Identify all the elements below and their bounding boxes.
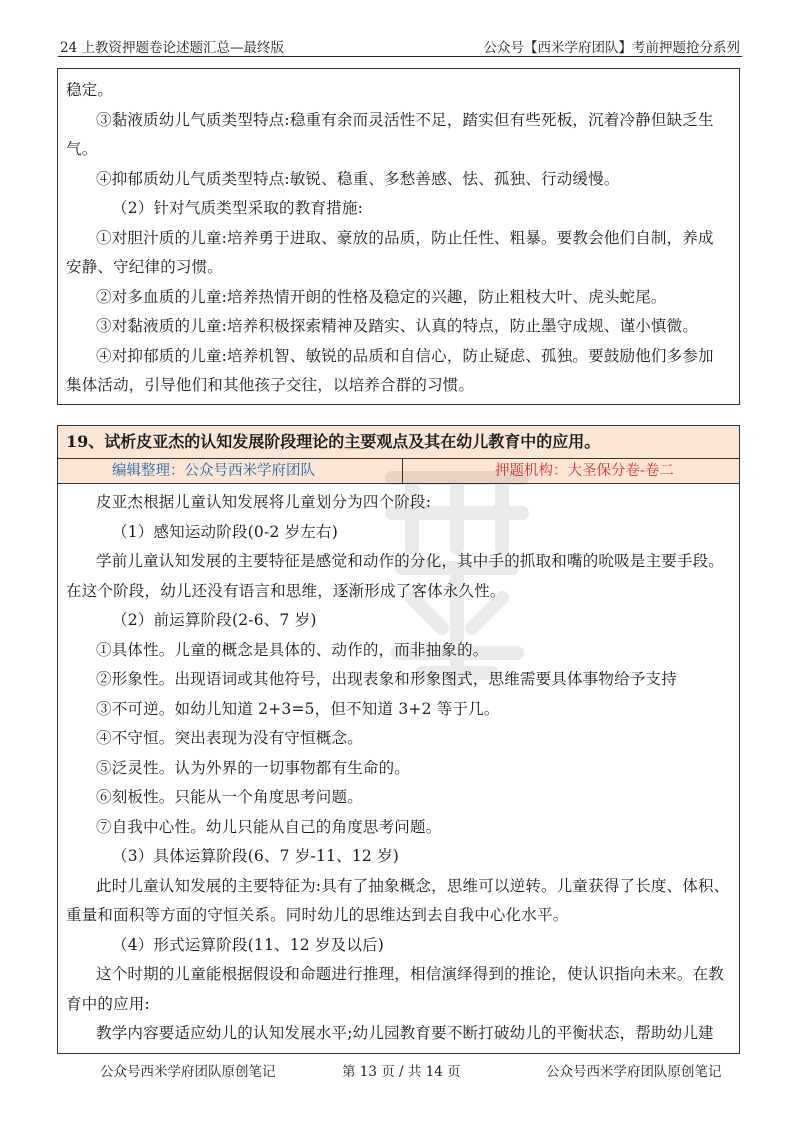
text-line: 教学内容要适应幼儿的认知发展水平;幼儿园教育要不断打破幼儿的平衡状态，帮助幼儿建 (96, 1024, 714, 1042)
question-title: 19、试析皮亚杰的认知发展阶段理论的主要观点及其在幼儿教育中的应用。 (58, 426, 739, 459)
text-line: 安静、守纪律的习惯。 (66, 258, 224, 276)
text-line: ②形象性。出现语词或其他符号，出现表象和形象图式，思维需要具体事物给予支持 (96, 670, 677, 688)
text-line: ④对抑郁质的儿童:培养机智、敏锐的品质和自信心，防止疑虑、孤独。要鼓励他们多参加 (96, 346, 714, 365)
text-line: 集体活动，引导他们和其他孩子交往，以培养合群的习惯。 (66, 376, 475, 394)
text-line: ③黏液质幼儿气质类型特点:稳重有余而灵活性不足，踏实但有些死板，沉着冷静但缺乏生 (96, 110, 714, 129)
footer-right-credit: 公众号西米学府团队原创笔记 (546, 1064, 722, 1080)
text-line: ④不守恒。突出表现为没有守恒概念。 (96, 729, 363, 747)
editor-credit: 编辑整理：公众号西米学府团队 (58, 459, 403, 483)
header-doc-title: 24 上教资押题卷论述题汇总—最终版 (60, 40, 284, 56)
text-line: 在这个阶段，幼儿还没有语言和思维，逐渐形成了客体永久性。 (66, 581, 506, 600)
text-line: ⑥刻板性。只能从一个角度思考问题。 (96, 788, 363, 806)
footer-left-credit: 公众号西米学府团队原创笔记 (100, 1064, 276, 1080)
question-meta-row (58, 459, 739, 484)
text-line: （2）前运算阶段(2-6、7 岁) (112, 611, 317, 629)
answer-box-18-continued (57, 68, 740, 405)
question-box-19 (57, 425, 740, 1054)
text-line: ⑦自我中心性。幼儿只能从自己的角度思考问题。 (96, 817, 442, 836)
answer-text (58, 484, 739, 1049)
text-line: ③对黏液质的儿童:培养积极探索精神及踏实、认真的特点，防止墨守成规、谨小慎微。 (96, 317, 699, 335)
source-credit: 押题机构：大圣保分卷-卷二 (495, 463, 674, 479)
text-line: 稳定。 (66, 81, 114, 99)
text-line: 学前儿童认知发展的主要特征是感觉和动作的分化，其中手的抓取和嘴的吮吸是主要手段。 (96, 552, 725, 570)
text-line: 育中的应用: (66, 994, 150, 1013)
text-line: ⑤泛灵性。认为外界的一切事物都有生命的。 (96, 758, 411, 777)
footer-page-number: 第 13 页 / 共 14 页 (342, 1064, 461, 1080)
text-line: 重量和面积等方面的守恒关系。同时幼儿的思维达到去自我中心化水平。 (66, 906, 569, 924)
text-line: （4）形式运算阶段(11、12 岁及以后) (112, 935, 385, 954)
text-line: （2）针对气质类型采取的教育措施: (112, 199, 363, 217)
text-line: ③不可逆。如幼儿知道 2+3=5，但不知道 3+2 等于几。 (96, 699, 500, 718)
header-series-title: 公众号【西米学府团队】考前押题抢分系列 (483, 40, 740, 56)
text-line: （1）感知运动阶段(0-2 岁左右) (112, 522, 338, 541)
text-line: 这个时期的儿童能根据假设和命题进行推理，相信演绎得到的推论，使认识指向未来。在教 (96, 965, 725, 983)
page-header (58, 30, 742, 57)
text-line: ①对胆汁质的儿童:培养勇于进取、豪放的品质，防止任性、粗暴。要教会他们自制，养成 (96, 228, 714, 247)
text-line: ①具体性。儿童的概念是具体的、动作的，而非抽象的。 (96, 640, 489, 659)
answer-text (58, 69, 739, 401)
text-line: 气。 (66, 140, 98, 158)
page-footer (0, 1056, 800, 1080)
text-line: 此时儿童认知发展的主要特征为:具有了抽象概念，思维可以逆转。儿童获得了长度、体积、 (96, 876, 730, 895)
text-line: 皮亚杰根据儿童认知发展将儿童划分为四个阶段: (96, 493, 432, 511)
text-line: ②对多血质的儿童:培养热情开朗的性格及稳定的兴趣，防止粗枝大叶、虎头蛇尾。 (96, 287, 667, 306)
text-line: ④抑郁质幼儿气质类型特点:敏锐、稳重、多愁善感、怯、孤独、行动缓慢。 (96, 169, 620, 188)
text-line: （3）具体运算阶段(6、7 岁-11、12 岁) (112, 847, 400, 865)
